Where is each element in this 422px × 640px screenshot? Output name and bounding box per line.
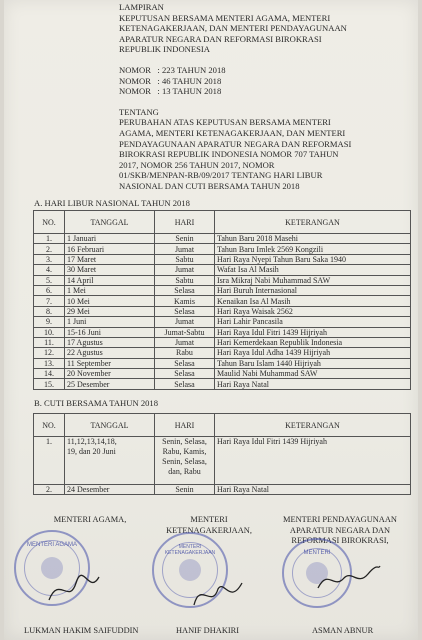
cell-keterangan: Hari Raya Idul Fitri 1439 Hijriyah: [215, 327, 411, 337]
cell-tanggal: 1 Januari: [65, 234, 155, 244]
cell-tanggal: 17 Agustus: [65, 337, 155, 347]
cell-tanggal: 25 Desember: [65, 379, 155, 389]
signatory-name-1: LUKMAN HAKIM SAIFUDDIN: [24, 626, 139, 635]
header-line: BIROKRASI REPUBLIK INDONESIA NOMOR 707 TAHUN: [119, 149, 339, 160]
cell-tanggal: 1 Mei: [65, 285, 155, 295]
header-cell: KETERANGAN: [215, 414, 411, 437]
cell-hari: Jumat-Sabtu: [155, 327, 215, 337]
header-cell: TANGGAL: [65, 414, 155, 437]
document-header: [119, 2, 414, 192]
section-b-title: B. CUTI BERSAMA TAHUN 2018: [34, 398, 159, 408]
signatory-name-2: HANIF DHAKIRI: [176, 626, 240, 635]
cell-hari: Jumat: [155, 317, 215, 327]
header-line: PERUBAHAN ATAS KEPUTUSAN BERSAMA MENTERI: [119, 117, 331, 128]
leave-table: [33, 413, 411, 495]
cell-no: 12.: [34, 348, 65, 358]
cell-tanggal: 1 Juni: [65, 317, 155, 327]
table-row: [34, 234, 411, 244]
handwritten-signature-icon: [190, 575, 250, 613]
cell-tanggal: 14 April: [65, 275, 155, 285]
spacer: [119, 55, 414, 65]
cell-hari: Selasa: [155, 285, 215, 295]
cell-keterangan: Hari Raya Natal: [215, 485, 411, 495]
cell-no: 4.: [34, 265, 65, 275]
seal-text: MENTERI KETENAGAKERJAAN: [164, 544, 216, 556]
cell-hari: Selasa: [155, 379, 215, 389]
table-row: [34, 306, 411, 316]
cell-no: 9.: [34, 317, 65, 327]
hari-line: Rabu, Kamis,: [162, 447, 207, 456]
cell-no: 8.: [34, 306, 65, 316]
header-cell: KETERANGAN: [215, 211, 411, 234]
cell-keterangan: Hari Raya Nyepi Tahun Baru Saka 1940: [215, 254, 411, 264]
cell-no: 5.: [34, 275, 65, 285]
header-line: NASIONAL DAN CUTI BERSAMA TAHUN 2018: [119, 180, 300, 191]
cell-tanggal: 30 Maret: [65, 265, 155, 275]
tanggal-line: 19, dan 20 Juni: [67, 447, 116, 456]
cell-keterangan: Hari Buruh Internasional: [215, 285, 411, 295]
seal-text: MENTERI AGAMA: [26, 542, 77, 548]
spacer: [119, 97, 414, 107]
signatory-title-3: [270, 515, 410, 547]
table-row: [34, 285, 411, 295]
handwritten-signature-icon: [314, 560, 384, 600]
header-cell: NO.: [34, 211, 65, 234]
hari-line: Senin, Selasa,: [162, 437, 207, 446]
cell-no: 13.: [34, 358, 65, 368]
cell-hari: [155, 437, 215, 485]
cell-no: 3.: [34, 254, 65, 264]
holiday-table: [33, 210, 411, 390]
handwritten-signature-icon: [44, 565, 104, 610]
cell-tanggal: 11 September: [65, 358, 155, 368]
signatory-title-line: MENTERI AGAMA,: [53, 515, 127, 524]
header-cell: HARI: [155, 414, 215, 437]
header-nomor: NOMOR : 13 TAHUN 2018: [119, 86, 222, 97]
table-row: [34, 379, 411, 389]
cell-keterangan: Tahun Baru Islam 1440 Hijriyah: [215, 358, 411, 368]
cell-no: 10.: [34, 327, 65, 337]
cell-hari: Jumat: [155, 265, 215, 275]
cell-keterangan: Hari Kemerdekaan Republik Indonesia: [215, 337, 411, 347]
header-line: LAMPIRAN: [119, 2, 164, 12]
cell-keterangan: Hari Raya Idul Adha 1439 Hijriyah: [215, 348, 411, 358]
table-row: [34, 317, 411, 327]
header-line: KETENAGAKERJAAN, DAN MENTERI PENDAYAGUNAAN: [119, 23, 347, 34]
cell-hari: Sabtu: [155, 254, 215, 264]
header-line: KEPUTUSAN BERSAMA MENTERI AGAMA, MENTERI: [119, 12, 331, 23]
cell-hari: Rabu: [155, 348, 215, 358]
table-header-row: [34, 414, 411, 437]
cell-keterangan: Hari Raya Idul Fitri 1439 Hijriyah: [215, 437, 411, 485]
cell-keterangan: Maulid Nabi Muhammad SAW: [215, 369, 411, 379]
cell-no: 6.: [34, 285, 65, 295]
signatory-title-line: MENTERI: [190, 515, 228, 524]
table-row: [34, 358, 411, 368]
table-row: [34, 254, 411, 264]
table-header-row: [34, 211, 411, 234]
table-row: [34, 244, 411, 254]
header-cell: TANGGAL: [65, 211, 155, 234]
header-line: 2017, NOMOR 256 TAHUN 2017, NOMOR: [119, 159, 275, 170]
cell-no: 11.: [34, 337, 65, 347]
table-row: [34, 275, 411, 285]
holiday-table-body: [34, 234, 411, 390]
cell-tanggal: 10 Mei: [65, 296, 155, 306]
cell-keterangan: Hari Raya Natal: [215, 379, 411, 389]
cell-hari: Jumat: [155, 337, 215, 347]
cell-hari: Senin: [155, 485, 215, 495]
cell-keterangan: Hari Lahir Pancasila: [215, 317, 411, 327]
cell-no: 2.: [34, 485, 65, 495]
cell-keterangan: Tahun Baru Imlek 2569 Kongzili: [215, 244, 411, 254]
cell-keterangan: Kenaikan Isa Al Masih: [215, 296, 411, 306]
cell-tanggal: 20 November: [65, 369, 155, 379]
header-nomor: NOMOR : 223 TAHUN 2018: [119, 64, 226, 75]
cell-keterangan: Isra Mikraj Nabi Muhammad SAW: [215, 275, 411, 285]
cell-tanggal: 15-16 Juni: [65, 327, 155, 337]
cell-hari: Selasa: [155, 358, 215, 368]
table-row: [34, 369, 411, 379]
cell-no: 15.: [34, 379, 65, 389]
cell-keterangan: Hari Raya Waisak 2562: [215, 306, 411, 316]
hari-line: dan, Rabu: [168, 467, 201, 476]
signatory-title-line: APARATUR NEGARA DAN: [289, 525, 391, 535]
cell-hari: Selasa: [155, 306, 215, 316]
cell-hari: Kamis: [155, 296, 215, 306]
cell-hari: Selasa: [155, 369, 215, 379]
cell-no: 14.: [34, 369, 65, 379]
cell-tanggal: 16 Februari: [65, 244, 155, 254]
tanggal-line: 11,12,13,14,18,: [67, 437, 117, 446]
header-line: TENTANG: [119, 106, 159, 117]
header-line: AGAMA, MENTERI KETENAGAKERJAAN, DAN MENTERI: [119, 127, 346, 138]
hari-line: Senin, Selasa,: [162, 457, 207, 466]
signatory-title-line: MENTERI PENDAYAGUNAAN: [283, 515, 397, 524]
table-row: [34, 437, 411, 485]
cell-keterangan: Wafat Isa Al Masih: [215, 265, 411, 275]
table-row: [34, 337, 411, 347]
cell-hari: Sabtu: [155, 275, 215, 285]
signatory-title-line: REFORMASI BIROKRASI,: [291, 536, 389, 545]
header-line: 01/SKB/MENPAN-RB/09/2017 TENTANG HARI LIBUR: [119, 170, 323, 181]
cell-tanggal: 22 Agustus: [65, 348, 155, 358]
header-cell: HARI: [155, 211, 215, 234]
header-line: APARATUR NEGARA DAN REFORMASI BIROKRASI: [119, 33, 322, 44]
header-line: REPUBLIK INDONESIA: [119, 44, 210, 55]
signatory-title-1: [30, 515, 150, 526]
cell-keterangan: Tahun Baru 2018 Masehi: [215, 234, 411, 244]
cell-no: 7.: [34, 296, 65, 306]
signatory-title-2: [154, 515, 264, 536]
cell-no: 1.: [34, 234, 65, 244]
header-line: PENDAYAGUNAAN APARATUR NEGARA DAN REFORMASI: [119, 138, 352, 149]
cell-tanggal: 29 Mei: [65, 306, 155, 316]
cell-tanggal: 17 Maret: [65, 254, 155, 264]
section-a-title: A. HARI LIBUR NASIONAL TAHUN 2018: [34, 198, 190, 208]
cell-hari: Jumat: [155, 244, 215, 254]
table-row: [34, 296, 411, 306]
seal-text: MENTERI: [303, 550, 331, 556]
document-page: [4, 0, 418, 640]
table-row: [34, 327, 411, 337]
cell-tanggal: [65, 437, 155, 485]
cell-hari: Senin: [155, 234, 215, 244]
cell-no: 2.: [34, 244, 65, 254]
table-row: [34, 348, 411, 358]
table-row: [34, 265, 411, 275]
table-row: [34, 485, 411, 495]
cell-tanggal: 24 Desember: [65, 485, 155, 495]
cell-no: 1.: [34, 437, 65, 485]
signatory-title-line: KETENAGAKERJAAN,: [166, 525, 252, 535]
header-cell: NO.: [34, 414, 65, 437]
signatory-name-3: ASMAN ABNUR: [312, 626, 374, 635]
header-nomor: NOMOR : 46 TAHUN 2018: [119, 75, 222, 86]
